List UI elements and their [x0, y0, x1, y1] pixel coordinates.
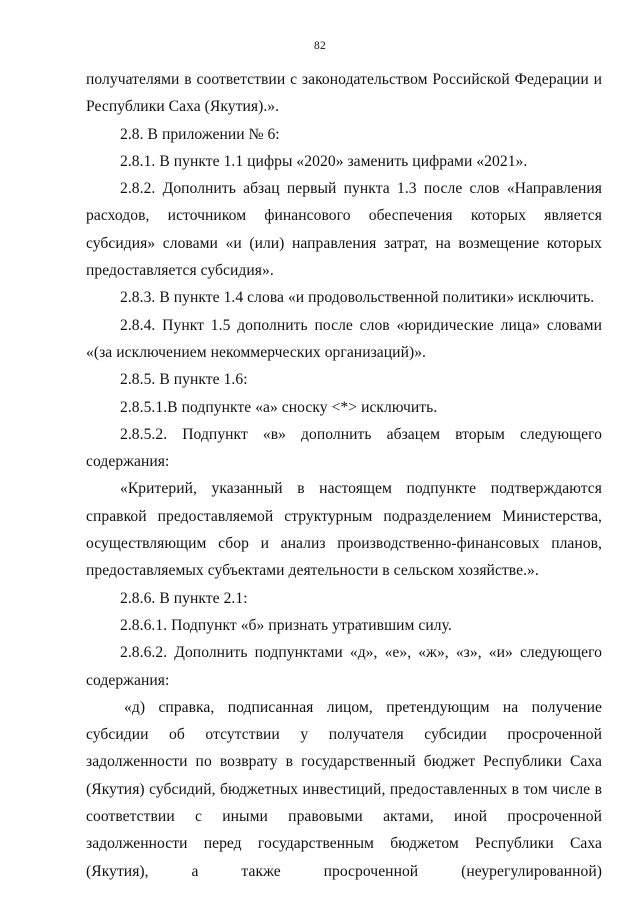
paragraph-2-8-1: 2.8.1. В пункте 1.1 цифры «2020» заменить цифрами «2021».	[120, 152, 528, 170]
paragraph-2-8-2: 2.8.2. Дополнить абзац первый пункта 1.3 после слов «Направления расходов, источником финансового обеспечения которых является субсидия» словами «и (или) направления затрат, на возмещение которых предоставляется субсидия».	[86, 180, 602, 280]
paragraph-2-8-5-1: 2.8.5.1.В подпункте «а» сноску <*> исключить.	[120, 398, 438, 416]
paragraph-2-8-5: 2.8.5. В пункте 1.6:	[120, 371, 248, 389]
paragraph-2-8-6: 2.8.6. В пункте 2.1:	[120, 589, 248, 607]
document-body	[86, 66, 602, 885]
page-number: 82	[314, 40, 326, 52]
paragraph-quote-criterion: «Критерий, указанный в настоящем подпункте подтверждаются справкой предоставляемой структурным подразделением Министерства, осуществляющим сбор и анализ производственно-финансовых планов, предоставляемых субъектами деятельности в сельском хозяйстве.».	[86, 480, 602, 580]
paragraph-2-8-5-2: 2.8.5.2. Подпункт «в» дополнить абзацем вторым следующего содержания:	[86, 425, 602, 471]
paragraph-2-8-4: 2.8.4. Пункт 1.5 дополнить после слов «юридические лица» словами «(за исключением некоммерческих организаций)».	[86, 316, 602, 361]
paragraph-2-8-6-1: 2.8.6.1. Подпункт «б» признать утратившим силу.	[120, 616, 452, 634]
paragraph-2-8-3: 2.8.3. В пункте 1.4 слова «и продовольственной политики» исключить.	[120, 289, 595, 307]
paragraph-2-8-6-2: 2.8.6.2. Дополнить подпунктами «д», «е», «ж», «з», «и» следующего содержания:	[86, 644, 602, 689]
paragraph-2-8: 2.8. В приложении № 6:	[120, 125, 280, 143]
paragraph-subitem-d: «д) справка, подписанная лицом, претендующим на получение субсидии об отсутствии у получателя субсидии просроченной задолженности по возврату в государственный бюджет Республики Саха (Якутия) субсидий, бюджетных инвестиций, предоставленных в том числе в соответствии с иными правовыми актами, иной просроченной задолженности перед государственным бюджетом Республики Саха (Якутия), а также просроченной (неурегулированной)	[86, 698, 602, 880]
paragraph-continuation: получателями в соответствии с законодательством Российской Федерации и Республики Саха (Якутия).».	[86, 71, 602, 116]
